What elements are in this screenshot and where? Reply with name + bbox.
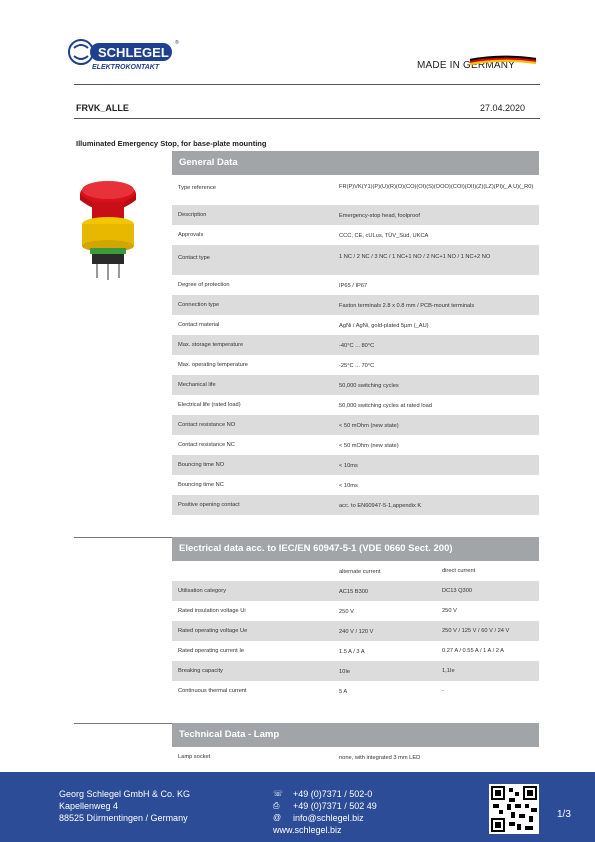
brand-text: SCHLEGEL	[98, 45, 169, 60]
row-label: Utilisation category	[178, 588, 227, 594]
row-label: Mechanical life	[178, 382, 216, 388]
row-label: Breaking capacity	[178, 668, 223, 674]
section-divider	[74, 537, 172, 538]
document-date: 27.04.2020	[480, 103, 526, 113]
row-value: none, with integrated 3 mm LED	[339, 755, 421, 761]
row-label: Rated operating voltage Ue	[178, 628, 248, 634]
row-label: Positive opening contact	[178, 502, 240, 508]
table-row	[172, 581, 539, 601]
table-row	[172, 295, 539, 315]
document-subtitle: Illuminated Emergency Stop, for base-plate mounting	[76, 139, 267, 148]
table-row	[172, 275, 539, 295]
company-contact	[273, 788, 377, 836]
row-label: Description	[178, 212, 207, 218]
row-value: 50,000 switching cycles at rated load	[339, 403, 432, 409]
row-label: Rated insulation voltage Ui	[178, 608, 246, 614]
table-row	[172, 475, 539, 495]
email-icon: @	[273, 813, 282, 822]
row-label: Max. operating temperature	[178, 362, 248, 368]
table-row	[172, 641, 539, 661]
fax-icon: ⎙	[273, 801, 280, 810]
row-label: Degree of protection	[178, 282, 230, 288]
row-value: -25°C ... 70°C	[339, 363, 375, 369]
table-row	[172, 375, 539, 395]
row-label: Contact type	[178, 255, 210, 261]
made-in-label: MADE IN GERMANY	[417, 60, 516, 71]
page-footer	[0, 772, 595, 842]
row-value-ac: 250 V	[339, 609, 354, 615]
table-row	[172, 355, 539, 375]
table-row	[172, 175, 539, 205]
row-value-ac: 240 V / 120 V	[339, 629, 374, 635]
section-divider	[74, 723, 172, 724]
row-value-dc: DC13 Q300	[442, 588, 473, 594]
table-row	[172, 335, 539, 355]
svg-text:®: ®	[175, 40, 179, 46]
page-number: 1/3	[557, 809, 571, 820]
section-header-general: General Data	[172, 151, 539, 175]
row-value: < 10ms	[339, 483, 358, 489]
row-value: FR(P)VK(Y1)(P)(U)(R)(O)(CO)(OI)(S)(OOO)(COI)(OII)(Z)(LZ)(PI)(_A U)(_R0)	[339, 184, 534, 190]
row-label: Bouncing time NC	[178, 482, 224, 488]
german-flag-swoosh-icon	[470, 56, 536, 66]
company-city: 88525 Dürmentingen / Germany	[59, 813, 188, 823]
row-value-ac: 1.5 A / 3 A	[339, 649, 365, 655]
table-row	[172, 245, 539, 275]
row-value: 50,000 switching cycles	[339, 383, 399, 389]
table-row	[172, 661, 539, 681]
table-row	[172, 601, 539, 621]
row-value: Faston terminals 2.8 x 0.8 mm / PCB-mount terminals	[339, 303, 475, 309]
row-value-dc: 250 V	[442, 608, 457, 614]
table-row	[172, 747, 539, 767]
row-value-ac: 5 A	[339, 689, 348, 695]
website-link[interactable]: www.schlegel.biz	[273, 825, 342, 835]
row-value: AgNi / AgNi, gold-plated 5µm (_AU)	[339, 323, 429, 329]
row-label: Contact resistance NC	[178, 442, 235, 448]
row-value: -40°C ... 80°C	[339, 343, 375, 349]
row-label: Electrical life (rated load)	[178, 402, 241, 408]
table-row	[172, 495, 539, 515]
company-name: Georg Schlegel GmbH & Co. KG	[59, 789, 191, 799]
col-header-ac: alternate current	[339, 569, 381, 575]
table-row	[172, 315, 539, 335]
table-row	[172, 621, 539, 641]
row-label: Contact resistance NO	[178, 422, 236, 428]
qr-code-icon	[489, 784, 539, 834]
table-row	[172, 205, 539, 225]
schlegel-logo	[68, 38, 178, 72]
row-value: < 50 mOhm (new state)	[339, 443, 399, 449]
company-address	[59, 788, 190, 824]
phone-icon: ☏	[273, 789, 284, 798]
row-value: IP65 / IP67	[339, 283, 368, 289]
row-value: Emergency-stop head, foolproof	[339, 213, 420, 219]
table-row	[172, 435, 539, 455]
table-row	[172, 681, 539, 701]
product-code: FRVK_ALLE	[76, 103, 129, 113]
row-value-dc: -	[442, 688, 444, 694]
section-header-electrical: Electrical data acc. to IEC/EN 60947-5-1 (VDE 0660 Sect. 200)	[172, 537, 539, 561]
table-column-headers	[172, 561, 539, 581]
col-header-dc: direct current	[442, 568, 476, 574]
row-value: 1 NC / 2 NC / 3 NC / 1 NC+1 NO / 2 NC+1 NO / 1 NC+2 NO	[339, 254, 491, 260]
table-row	[172, 225, 539, 245]
table-row	[172, 415, 539, 435]
company-street: Kapellenweg 4	[59, 801, 119, 811]
row-label: Max. storage temperature	[178, 342, 244, 348]
row-value-dc: 1,1Ie	[442, 668, 455, 674]
row-label: Lamp socket	[178, 754, 211, 760]
emergency-stop-product-image	[78, 178, 138, 283]
row-label: Connection type	[178, 302, 220, 308]
fax-number: +49 (0)7371 / 502 49	[293, 801, 377, 811]
phone-number[interactable]: +49 (0)7371 / 502-0	[293, 789, 373, 799]
brand-sub-text: ELEKTROKONTAKT	[92, 64, 160, 71]
row-value-dc: 250 V / 125 V / 60 V / 24 V	[442, 628, 510, 634]
header-divider	[74, 84, 540, 85]
row-value-ac: 10Ie	[339, 669, 351, 675]
table-row	[172, 395, 539, 415]
row-label: Continuous thermal current	[178, 688, 247, 694]
row-label: Approvals	[178, 232, 204, 238]
row-label: Type reference	[178, 185, 216, 191]
table-row	[172, 455, 539, 475]
section-header-lamp: Technical Data - Lamp	[172, 723, 539, 747]
row-value: < 10ms	[339, 463, 358, 469]
row-value: CCC, CE, cULus, TÜV_Süd, UKCA	[339, 233, 429, 239]
row-label: Contact material	[178, 322, 220, 328]
row-value: acc. to EN60947-5-1,appendix K	[339, 503, 422, 509]
row-value-dc: 0.27 A / 0.55 A / 1 A / 2 A	[442, 648, 504, 654]
email-link[interactable]: info@schlegel.biz	[293, 813, 364, 823]
row-value-ac: AC15 B300	[339, 589, 369, 595]
row-label: Rated operating current Ie	[178, 648, 245, 654]
header-divider-2	[74, 118, 540, 119]
row-value: < 50 mOhm (new state)	[339, 423, 399, 429]
row-label: Bouncing time NO	[178, 462, 225, 468]
